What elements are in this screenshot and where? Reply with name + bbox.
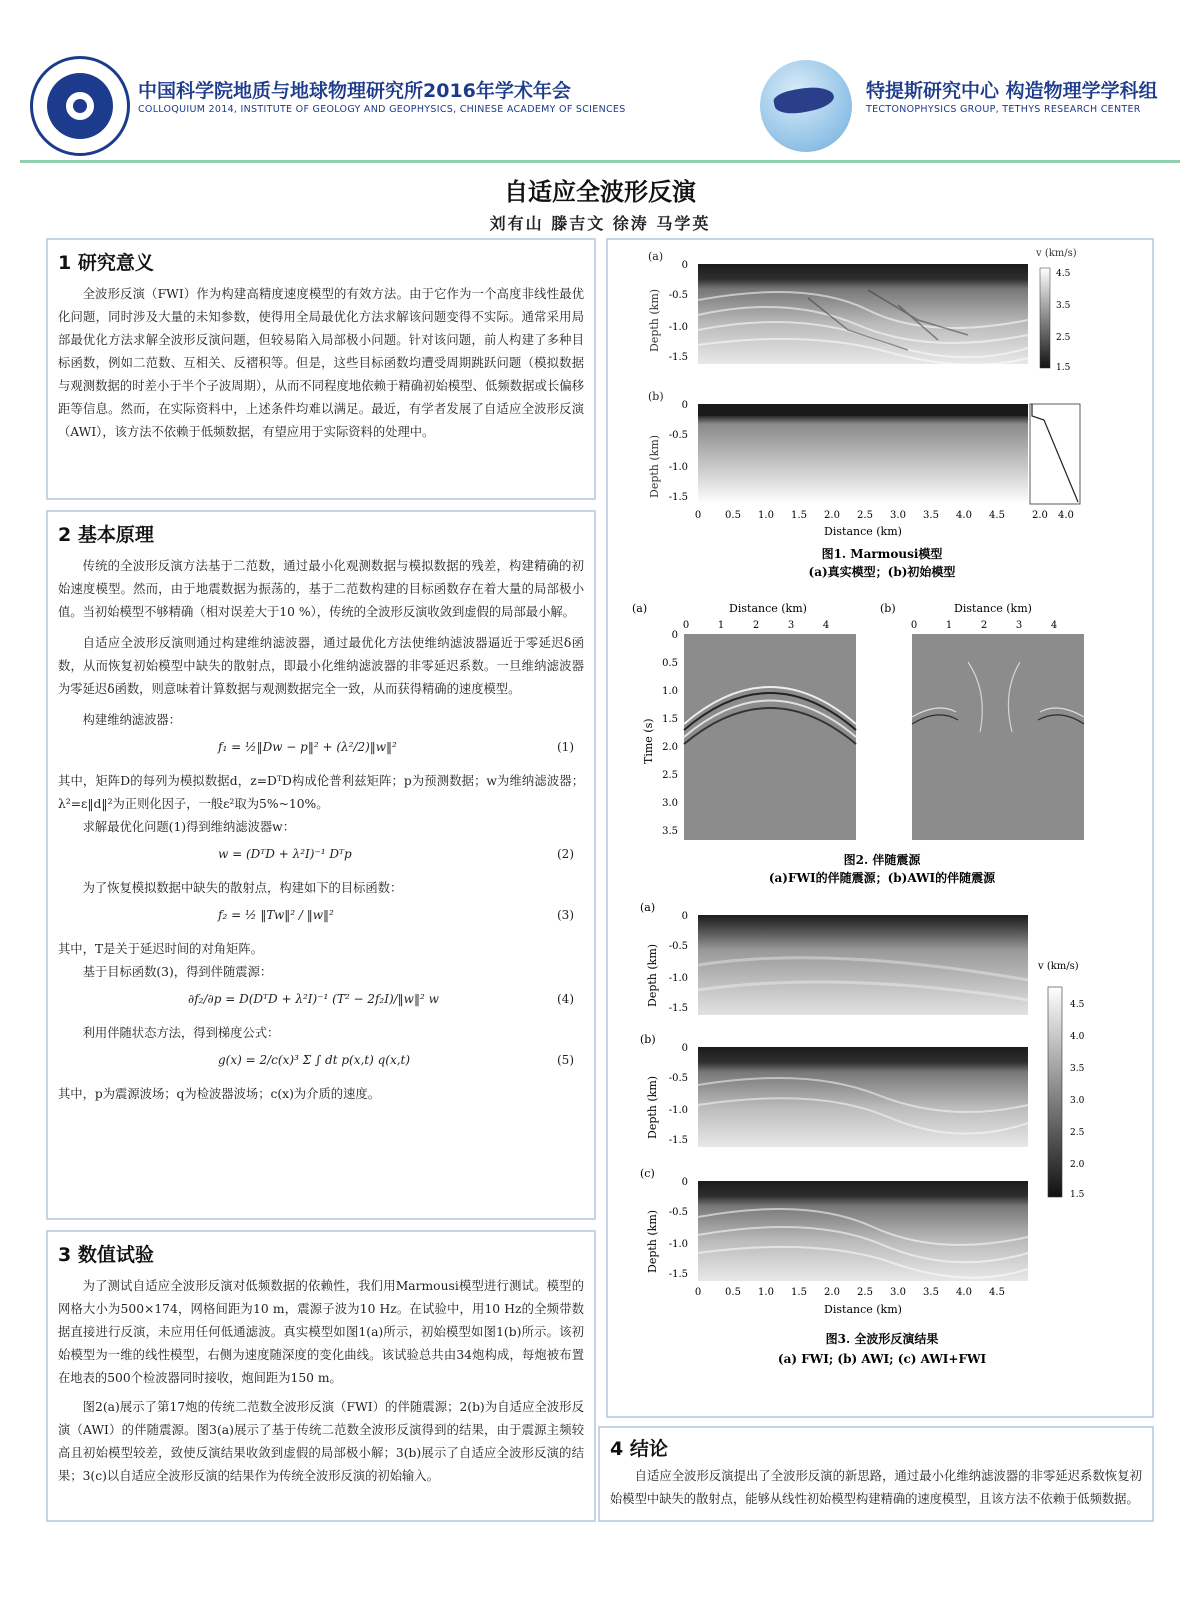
fig3-xtick: 1.5 bbox=[791, 1287, 807, 1298]
fig2b-xtick: 4 bbox=[1050, 620, 1058, 631]
equation-body: w = (DᵀD + λ²I)⁻¹ Dᵀp bbox=[218, 847, 352, 861]
fig3b-ytick: -1.5 bbox=[668, 1135, 688, 1146]
fig3-colorbar-tick: 4.5 bbox=[1070, 1000, 1085, 1010]
fig3-caption-2: (a) FWI; (b) AWI; (c) AWI+FWI bbox=[777, 1352, 987, 1366]
fig2-ytick: 1.5 bbox=[662, 714, 678, 725]
equation-number: (5) bbox=[557, 1053, 574, 1067]
conference-title-cn: 中国科学院地质与地球物理研究所2016年学术年会 bbox=[138, 80, 571, 102]
fig3a-ytick: -1.5 bbox=[668, 1003, 688, 1014]
fig1-xticks bbox=[695, 510, 1005, 521]
equation-body: ∂f₂/∂p = D(DᵀD + λ²I)⁻¹ (T² − 2f₂I)/‖w‖² w bbox=[188, 992, 439, 1006]
fig1b-ytick: -0.5 bbox=[668, 430, 688, 441]
fig3-colorbar-tick: 2.5 bbox=[1070, 1128, 1085, 1138]
figure-1 bbox=[608, 240, 1152, 600]
fig3-caption-1: 图3. 全波形反演结果 bbox=[825, 1332, 939, 1346]
tethys-globe-logo bbox=[760, 60, 852, 152]
fig1b-ytick: 0 bbox=[681, 400, 688, 411]
fig1a-ytick: -1.5 bbox=[668, 352, 688, 363]
paragraph: 构建维纳滤波器： bbox=[82, 713, 181, 727]
fig1-colorbar-tick: 4.5 bbox=[1056, 269, 1071, 279]
equation-body: g(x) = 2/c(x)³ Σ ∫ dt p(x,t) q(x,t) bbox=[218, 1053, 411, 1067]
fig3c-ytick: -0.5 bbox=[668, 1207, 688, 1218]
header-divider bbox=[20, 160, 1180, 163]
fig3-xtick: 0.5 bbox=[725, 1287, 741, 1298]
fig1-colorbar-tick: 2.5 bbox=[1056, 333, 1071, 343]
paragraph: 自适应全波形反演则通过构建维纳滤波器，通过最优化方法使维纳滤波器逼近于零延迟δ函数，从而恢复初始模型中缺失的散射点，即最小化维纳滤波器的非零延迟系数。一旦维纳滤波器为零延迟δ函数，则意味着计算数据与观测数据完全一致，从而获得精确的速度模型。 bbox=[58, 636, 584, 696]
fig3a-ytick: -1.0 bbox=[668, 973, 688, 984]
fig2-ytick: 2.5 bbox=[662, 770, 678, 781]
fig3b-ytick: -0.5 bbox=[668, 1073, 688, 1084]
fig1-xtick: 1.5 bbox=[791, 510, 807, 521]
fig2a-xtick: 0 bbox=[682, 620, 690, 631]
fig2b-xtick: 1 bbox=[945, 620, 953, 631]
group-title-cn: 特提斯研究中心 构造物理学学科组 bbox=[866, 80, 1158, 102]
fig1-xtick: 2.0 bbox=[824, 510, 840, 521]
fig1-xtick: 4.0 bbox=[956, 510, 972, 521]
fig2a-xtick: 2 bbox=[752, 620, 760, 631]
fig1-xtick: 3.0 bbox=[890, 510, 906, 521]
paragraph: 为了恢复模拟数据中缺失的散射点，构建如下的目标函数： bbox=[82, 881, 403, 895]
fig2-ytick: 3.0 bbox=[662, 798, 678, 809]
fig1b-ytick: -1.0 bbox=[668, 462, 688, 473]
fig2-ytick: 0.5 bbox=[662, 658, 678, 669]
fig1b-ytick: -1.5 bbox=[668, 492, 688, 503]
fig3-colorbar-tick: 3.0 bbox=[1070, 1096, 1085, 1106]
conference-title-en: COLLOQUIUM 2014, INSTITUTE OF GEOLOGY AND GEOPHYSICS, CHINESE ACADEMY OF SCIENCES bbox=[138, 104, 626, 115]
fig1-colorbar-tick: 3.5 bbox=[1056, 301, 1071, 311]
paragraph: 求解最优化问题(1)得到维纳滤波器w： bbox=[82, 820, 295, 834]
fig2-ytick: 2.0 bbox=[662, 742, 678, 753]
fig3-panel-a-label: (a) bbox=[640, 901, 656, 914]
fig1-xtick: 0.5 bbox=[725, 510, 741, 521]
paragraph: 为了测试自适应全波形反演对低频数据的依赖性，我们用Marmousi模型进行测试。模型的网格大小为500×174，网格间距为10 m，震源子波为10 Hz。在试验中，用10 Hz的全频带数据直接进行反演，未应用任何低通滤波。真实模型如图1(a)所示，初始模型如图1(b)所示。该初始模型为一维的线性模型，右侧为速度随深度的变化曲线。该试验总共由34炮构成，每炮被布置在地表的500个检波器同时接收，炮间距为150 m。 bbox=[58, 1279, 584, 1385]
fig3-colorbar-tick: 4.0 bbox=[1070, 1032, 1085, 1042]
fig2a-xtick: 4 bbox=[822, 620, 830, 631]
fig1a-ytick: -0.5 bbox=[668, 290, 688, 301]
fig3-xtick: 4.5 bbox=[989, 1287, 1005, 1298]
fig2b-adjoint-source bbox=[912, 634, 1084, 840]
paragraph: 利用伴随状态方法，得到梯度公式： bbox=[82, 1026, 280, 1040]
paragraph: 传统的全波形反演方法基于二范数，通过最小化观测数据与模拟数据的残差，构建精确的初始速度模型。然而，由于地震数据为振荡的，基于二范数构建的目标函数存在着大量的局部极小值。当初始模型不够精确（相对误差大于10 %），传统的全波形反演收敛到虚假的局部最小解。 bbox=[58, 559, 584, 619]
fig1-xtick: 2.5 bbox=[857, 510, 873, 521]
fig2b-xlabel: Distance (km) bbox=[954, 602, 1032, 615]
fig2a-xlabel: Distance (km) bbox=[729, 602, 807, 615]
fig1-caption-2: (a)真实模型；(b)初始模型 bbox=[808, 565, 956, 579]
fig3-xtick: 4.0 bbox=[956, 1287, 972, 1298]
fig3-panel-b-label: (b) bbox=[640, 1033, 656, 1046]
fig3-xtick: 3.0 bbox=[890, 1287, 906, 1298]
fig1-colorbar bbox=[1040, 268, 1050, 368]
fig2a-xtick: 1 bbox=[717, 620, 725, 631]
fig3-colorbar-tick: 1.5 bbox=[1070, 1190, 1085, 1200]
section-title: 3 数值试验 bbox=[58, 1244, 154, 1266]
fig3-xticks bbox=[695, 1287, 1005, 1298]
fig3b-awi-result bbox=[698, 1047, 1028, 1147]
fig1b-top-band bbox=[698, 404, 1028, 416]
fig1-xtick: 3.5 bbox=[923, 510, 939, 521]
fig3-xtick: 2.5 bbox=[857, 1287, 873, 1298]
fig1a-ytick: -1.0 bbox=[668, 322, 688, 333]
fig3a-ytick: -0.5 bbox=[668, 941, 688, 952]
fig3-colorbar bbox=[1048, 987, 1062, 1197]
fig2a-xticks bbox=[683, 620, 829, 631]
fig3-xtick: 2.0 bbox=[824, 1287, 840, 1298]
paper-authors: 刘有山 滕吉文 徐涛 马学英 bbox=[489, 214, 711, 233]
figure-2 bbox=[608, 592, 1152, 892]
equation-4 bbox=[58, 984, 584, 1022]
fig3a-fwi-result bbox=[698, 915, 1028, 1015]
fig2b-xticks bbox=[911, 620, 1057, 631]
section-research-significance bbox=[46, 238, 596, 500]
fig2-panel-b-label: (b) bbox=[880, 602, 896, 615]
fig2b-xtick: 2 bbox=[980, 620, 988, 631]
fig1-colorbar-label: v (km/s) bbox=[1036, 248, 1077, 259]
figure-3 bbox=[608, 895, 1152, 1415]
fig3c-ytick: -1.5 bbox=[668, 1269, 688, 1280]
section-title: 2 基本原理 bbox=[58, 524, 154, 546]
fig2-ytick: 1.0 bbox=[662, 686, 678, 697]
fig2a-adjoint-source bbox=[684, 634, 856, 840]
fig1-xtick: 0 bbox=[694, 510, 702, 521]
paragraph: 图2(a)展示了第17炮的传统二范数全波形反演（FWI）的伴随震源；2(b)为自适应全波形反演（AWI）的伴随震源。图3(a)展示了基于传统二范数全波形反演得到的结果，由于震源主频较高且初始模型较差，致使反演结果收敛到虚假的局部极小解；3(b)展示了自适应全波形反演的结果；3(c)以自适应全波形反演的结果作为传统全波形反演的初始输入。 bbox=[58, 1400, 584, 1483]
fig3c-ylabel: Depth (km) bbox=[646, 1209, 659, 1273]
equation-number: (1) bbox=[557, 740, 574, 754]
fig2-ytick: 0 bbox=[671, 630, 678, 641]
fig1-xtick: 1.0 bbox=[758, 510, 774, 521]
fig3b-ytick: 0 bbox=[681, 1043, 688, 1054]
fig2b-xtick: 0 bbox=[910, 620, 918, 631]
fig2a-xtick: 3 bbox=[787, 620, 795, 631]
fig1b-initial-model bbox=[698, 404, 1028, 504]
paragraph: 自适应全波形反演提出了全波形反演的新思路，通过最小化维纳滤波器的非零延迟系数恢复初始模型中缺失的散射点，能够从线性初始模型构建精确的速度模型，且该方法不依赖于低频数据。 bbox=[610, 1469, 1142, 1506]
paragraph: 全波形反演（FWI）作为构建高精度速度模型的有效方法。由于它作为一个高度非线性最优化问题，同时涉及大量的未知参数，使得用全局最优化方法求解该问题变得不实际。通常采用局部最优化方法求解全波形反演问题，但较易陷入局部极小问题。针对该问题，前人构建了多种目标函数，例如二范数、互相关、反褶积等。但是，这些目标函数均遭受周期跳跃问题（模拟数据与观测数据的时差小于半个子波周期），从而不同程度地依赖于精确初始模型、低频数据或长偏移距等信息。然而，在实际资料中，上述条件均难以满足。最近，有学者发展了自适应全波形反演（AWI），该方法不依赖于低频数据，有望应用于实际资料的处理中。 bbox=[58, 287, 584, 439]
fig3c-ytick: -1.0 bbox=[668, 1239, 688, 1250]
fig3-colorbar-tick: 3.5 bbox=[1070, 1064, 1085, 1074]
fig2b-xtick: 3 bbox=[1015, 620, 1023, 631]
fig3b-ylabel: Depth (km) bbox=[646, 1075, 659, 1139]
section-basic-principle bbox=[46, 510, 596, 1220]
fig1a-ylabel: Depth (km) bbox=[648, 288, 661, 352]
fig2-ylabel: Time (s) bbox=[642, 718, 655, 764]
section-title: 4 结论 bbox=[610, 1438, 668, 1460]
fig1-panel-a-label: (a) bbox=[648, 250, 664, 263]
equation-1 bbox=[58, 732, 584, 770]
fig3-colorbar-tick: 2.0 bbox=[1070, 1160, 1085, 1170]
paragraph: 其中，p为震源波场；q为检波器波场；c(x)为介质的速度。 bbox=[58, 1087, 380, 1101]
equation-body: f₁ = ½‖Dw − p‖² + (λ²/2)‖w‖² bbox=[218, 740, 397, 754]
fig3a-ytick: 0 bbox=[681, 911, 688, 922]
equation-2 bbox=[58, 839, 584, 877]
paper-title: 自适应全波形反演 bbox=[504, 178, 696, 206]
fig3-xtick: 0 bbox=[694, 1287, 702, 1298]
fig1b-profile-tick: 2.0 bbox=[1032, 510, 1048, 521]
equation-5 bbox=[58, 1045, 584, 1083]
section-numerical-test bbox=[46, 1230, 596, 1522]
fig3b-ytick: -1.0 bbox=[668, 1105, 688, 1116]
cas-logo bbox=[30, 56, 130, 156]
fig1a-ytick: 0 bbox=[681, 260, 688, 271]
equation-body: f₂ = ½ ‖Tw‖² / ‖w‖² bbox=[218, 908, 334, 922]
figure-column bbox=[606, 238, 1154, 1418]
equation-number: (2) bbox=[557, 847, 574, 861]
paragraph: 其中，矩阵D的每列为模拟数据d，z=DᵀD构成伦普利兹矩阵；p为预测数据；w为维纳滤波器；λ²=ε‖d‖²为正则化因子，一般ε²取为5%~10%。 bbox=[58, 774, 584, 811]
fig3c-ytick: 0 bbox=[681, 1177, 688, 1188]
equation-number: (3) bbox=[557, 908, 574, 922]
fig1a-true-model bbox=[698, 264, 1028, 364]
fig1-caption-1: 图1. Marmousi模型 bbox=[821, 547, 943, 561]
group-title-en: TECTONOPHYSICS GROUP, TETHYS RESEARCH CENTER bbox=[866, 104, 1141, 115]
fig1b-profile-tick: 4.0 bbox=[1058, 510, 1074, 521]
fig3-panel-c-label: (c) bbox=[640, 1167, 655, 1180]
fig2-yticks bbox=[662, 630, 678, 837]
fig3c-awi-fwi-result bbox=[698, 1181, 1028, 1281]
fig2-panel-a-label: (a) bbox=[632, 602, 648, 615]
section-title: 1 研究意义 bbox=[58, 252, 154, 274]
fig1-panel-b-label: (b) bbox=[648, 390, 664, 403]
fig3-xtick: 3.5 bbox=[923, 1287, 939, 1298]
section-conclusion bbox=[598, 1426, 1154, 1522]
fig1-xtick: 4.5 bbox=[989, 510, 1005, 521]
equation-number: (4) bbox=[557, 992, 574, 1006]
fig3a-ylabel: Depth (km) bbox=[646, 943, 659, 1007]
equation-3 bbox=[58, 900, 584, 938]
fig2-caption-1: 图2. 伴随震源 bbox=[843, 853, 921, 867]
fig1-colorbar-tick: 1.5 bbox=[1056, 363, 1071, 373]
fig3-colorbar-ticks bbox=[1070, 1000, 1085, 1200]
fig3-xlabel: Distance (km) bbox=[824, 1303, 902, 1316]
paragraph: 基于目标函数(3)，得到伴随震源： bbox=[82, 965, 273, 979]
paragraph: 其中，T是关于延迟时间的对角矩阵。 bbox=[58, 942, 263, 956]
fig1b-ylabel: Depth (km) bbox=[648, 434, 661, 498]
fig2-caption-2: (a)FWI的伴随震源；(b)AWI的伴随震源 bbox=[768, 871, 996, 885]
fig2-ytick: 3.5 bbox=[662, 826, 678, 837]
fig3-colorbar-label: v (km/s) bbox=[1038, 961, 1079, 972]
fig3-xtick: 1.0 bbox=[758, 1287, 774, 1298]
fig1-xlabel: Distance (km) bbox=[824, 525, 902, 538]
